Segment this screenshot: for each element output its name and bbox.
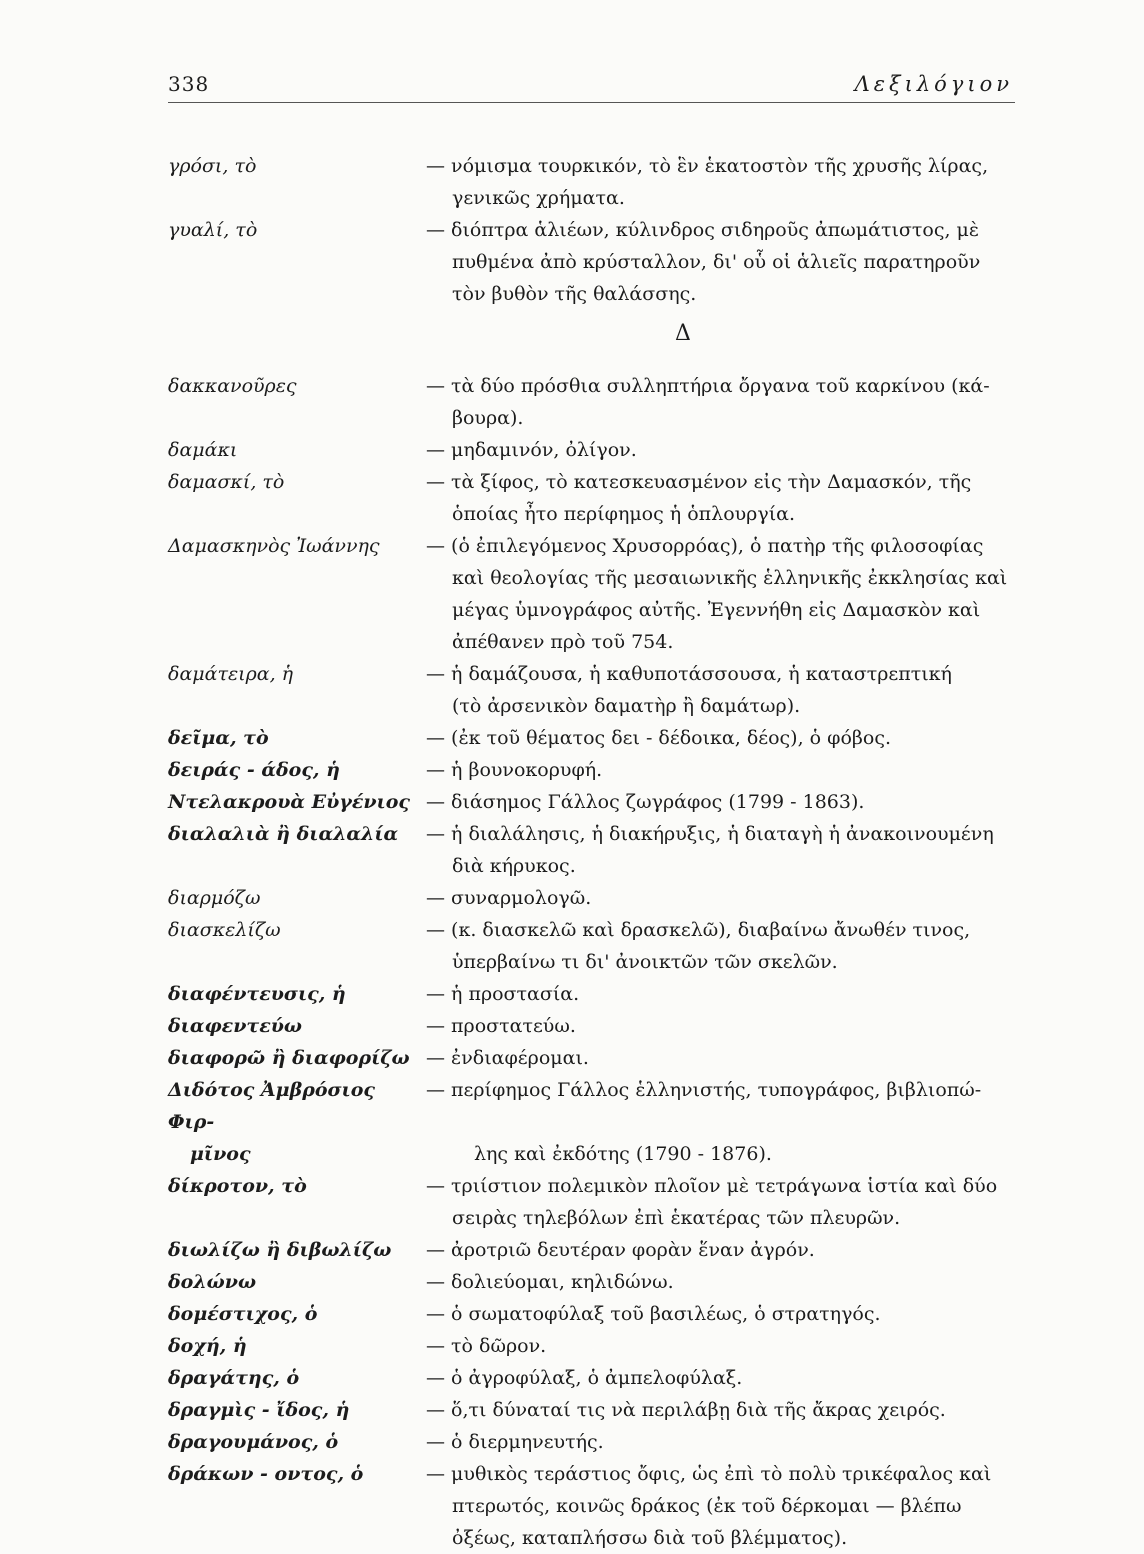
entry-definition: — ὁ διερμηνευτής. [426, 1431, 604, 1453]
entry-line [168, 690, 1018, 722]
entry-line [168, 1170, 1018, 1202]
entry-definition: — τριίστιον πολεμικὸν πλοῖον μὲ τετράγωνα ἱστία καὶ δύο [426, 1175, 998, 1197]
entry-definition: — προστατεύω. [426, 1015, 576, 1037]
entry-line [168, 1010, 1018, 1042]
entry-definition: καὶ θεολογίας τῆς μεσαιωνικῆς ἑλληνικῆς ἐκκλησίας καὶ [452, 567, 1008, 589]
entries-main [168, 370, 1018, 1554]
dictionary-entry [168, 150, 1018, 214]
entry-line [168, 1298, 1018, 1330]
dictionary-entry [168, 1170, 1018, 1234]
letter-heading: Δ [675, 321, 691, 346]
entry-term: διαφέντευσις, ἡ [168, 983, 346, 1005]
dictionary-entry [168, 1266, 1018, 1298]
entry-term-continuation: μῖνος [190, 1143, 251, 1165]
entry-term: δράκων - οντος, ὁ [168, 1463, 364, 1485]
entry-definition: τὸν βυθὸν τῆς θαλάσσης. [452, 283, 697, 305]
entry-definition: πτερωτός, κοινῶς δράκος (ἐκ τοῦ δέρκομαι — βλέπω [452, 1495, 962, 1517]
entry-line [168, 626, 1018, 658]
dictionary-entry [168, 1298, 1018, 1330]
entry-line [168, 1426, 1018, 1458]
entry-term: δοχή, ἡ [168, 1335, 247, 1357]
entry-line [168, 946, 1018, 978]
entry-term-spacer [168, 498, 426, 530]
dictionary-entry [168, 214, 1018, 310]
entry-term: Ντελακρουὰ Εὐγένιος [168, 791, 410, 813]
entry-line [168, 466, 1018, 498]
entry-definition: ὁποίας ἦτο περίφημος ἡ ὁπλουργία. [452, 503, 796, 525]
entry-term-spacer [168, 402, 426, 434]
entry-line [168, 182, 1018, 214]
entry-definition: — ἡ δαμάζουσα, ἡ καθυποτάσσουσα, ἡ καταστρεπτική [426, 663, 952, 685]
entry-line [168, 1330, 1018, 1362]
dictionary-entry [168, 1362, 1018, 1394]
dictionary-entry [168, 434, 1018, 466]
entry-definition: — διόπτρα ἁλιέων, κύλινδρος σιδηροῦς ἀπωμάτιστος, μὲ [426, 219, 980, 241]
entry-definition: — συναρμολογῶ. [426, 887, 592, 909]
entry-definition: — (κ. διασκελῶ καὶ δρασκελῶ), διαβαίνω ἄνωθέν τινος, [426, 919, 971, 941]
entry-definition: — μυθικὸς τεράστιος ὄφις, ὡς ἐπὶ τὸ πολὺ τρικέφαλος καὶ [426, 1463, 992, 1485]
entry-definition: γενικῶς χρήματα. [452, 187, 625, 209]
page-number: 338 [168, 72, 210, 96]
entry-definition: — (ἐκ τοῦ θέματος δει - δέδοικα, δέος), ὁ φόβος. [426, 727, 891, 749]
entry-term-spacer [168, 690, 426, 722]
entry-definition: — ὁ σωματοφύλαξ τοῦ βασιλέως, ὁ στρατηγός. [426, 1303, 881, 1325]
entry-term: δαμασκί, τὸ [168, 471, 285, 493]
entry-definition: — περίφημος Γάλλος ἑλληνιστής, τυπογράφος, βιβλιοπώ- [426, 1079, 982, 1101]
dictionary-entry [168, 818, 1018, 882]
dictionary-entries [168, 150, 1018, 1554]
entry-definition: — δολιεύομαι, κηλιδώνω. [426, 1271, 674, 1293]
entry-term: δραγάτης, ὁ [168, 1367, 300, 1389]
entry-term-spacer [168, 1522, 426, 1554]
dictionary-entry [168, 882, 1018, 914]
dictionary-entry [168, 466, 1018, 530]
running-head: Λεξιλόγιον [854, 72, 1013, 96]
entry-line [168, 1138, 1018, 1170]
entry-definition: — ἡ διαλάλησις, ἡ διακήρυξις, ἡ διαταγὴ ἡ ἀνακοινουμένη [426, 823, 994, 845]
entry-definition: — διάσημος Γάλλος ζωγράφος (1799 - 1863). [426, 791, 865, 813]
entry-line [168, 402, 1018, 434]
entry-definition: ἀπέθανεν πρὸ τοῦ 754. [452, 631, 674, 653]
dictionary-entry [168, 1042, 1018, 1074]
entry-line [168, 1042, 1018, 1074]
entry-definition: ὑπερβαίνω τι δι' ἀνοικτῶν τῶν σκελῶν. [452, 951, 838, 973]
entry-term-spacer [168, 1202, 426, 1234]
entry-term: δολώνω [168, 1271, 257, 1293]
dictionary-entry [168, 978, 1018, 1010]
entry-term: διαρμόζω [168, 887, 261, 909]
entry-line [168, 150, 1018, 182]
entry-term-spacer [168, 1490, 426, 1522]
entry-definition: πυθμένα ἀπὸ κρύσταλλον, δι' οὗ οἱ ἁλιεῖς παρατηροῦν [452, 251, 981, 273]
entry-line [168, 1522, 1018, 1554]
entry-definition: διὰ κήρυκος. [452, 855, 576, 877]
entry-line [168, 246, 1018, 278]
entry-line [168, 278, 1018, 310]
dictionary-entry [168, 1074, 1018, 1170]
entry-term: διαφεντεύω [168, 1015, 303, 1037]
entry-term: γρόσι, τὸ [168, 155, 257, 177]
entry-line [168, 882, 1018, 914]
entry-term-spacer [168, 246, 426, 278]
entry-line [168, 754, 1018, 786]
entry-line [168, 530, 1018, 562]
entry-line [168, 1362, 1018, 1394]
entry-line [168, 498, 1018, 530]
entry-line [168, 562, 1018, 594]
entry-line [168, 914, 1018, 946]
entry-term-spacer [168, 850, 426, 882]
entry-definition: — ἀροτριῶ δευτέραν φορὰν ἕναν ἀγρόν. [426, 1239, 815, 1261]
dictionary-entry [168, 1426, 1018, 1458]
entry-line [168, 850, 1018, 882]
entry-line [168, 1266, 1018, 1298]
entry-term-spacer [168, 946, 426, 978]
entry-term: δαμάκι [168, 439, 238, 461]
entry-term: δραγουμάνος, ὁ [168, 1431, 339, 1453]
entry-definition: — ἐνδιαφέρομαι. [426, 1047, 589, 1069]
entry-term-spacer [168, 278, 426, 310]
dictionary-entry [168, 658, 1018, 722]
entry-definition: λης καὶ ἐκδότης (1790 - 1876). [474, 1143, 772, 1165]
entry-line [168, 1490, 1018, 1522]
entry-definition: μέγας ὑμνογράφος αὐτῆς. Ἐγεννήθη εἰς Δαμασκὸν καὶ [452, 599, 981, 621]
entry-term: διωλίζω ἢ διβωλίζω [168, 1239, 392, 1261]
entry-definition: — (ὁ ἐπιλεγόμενος Χρυσορρόας), ὁ πατὴρ τῆς φιλοσοφίας [426, 535, 984, 557]
dictionary-entry [168, 530, 1018, 658]
entry-definition: σειρὰς τηλεβόλων ἐπὶ ἑκατέρας τῶν πλευρῶν. [452, 1207, 901, 1229]
entry-definition: — νόμισμα τουρκικόν, τὸ ἓν ἑκατοστὸν τῆς χρυσῆς λίρας, [426, 155, 989, 177]
entry-term: δίκροτον, τὸ [168, 1175, 307, 1197]
entry-line [168, 214, 1018, 246]
entry-term: διασκελίζω [168, 919, 281, 941]
dictionary-entry [168, 1330, 1018, 1362]
entry-definition: — ὁ ἀγροφύλαξ, ὁ ἀμπελοφύλαξ. [426, 1367, 743, 1389]
entry-term: δραγμὶς - ἴδος, ἡ [168, 1399, 350, 1421]
entry-definition: — ἡ βουνοκορυφή. [426, 759, 603, 781]
entry-definition: βουρα). [452, 407, 524, 429]
entry-line [168, 786, 1018, 818]
entry-line [168, 434, 1018, 466]
entry-term: Διδότος Ἀμβρόσιος Φιρ- [168, 1079, 375, 1133]
entry-line [168, 370, 1018, 402]
dictionary-entry [168, 370, 1018, 434]
entry-term-spacer [168, 562, 426, 594]
entry-term: δομέστιχος, ὁ [168, 1303, 318, 1325]
entry-definition: — ὅ,τι δύναταί τις νὰ περιλάβῃ διὰ τῆς ἄκρας χειρός. [426, 1399, 946, 1421]
entry-line [168, 1394, 1018, 1426]
entry-definition: — μηδαμινόν, ὀλίγον. [426, 439, 637, 461]
entry-line [168, 1234, 1018, 1266]
entry-definition: ὀξέως, καταπλήσσω διὰ τοῦ βλέμματος). [452, 1527, 848, 1549]
entry-term: διαλαλιὰ ἢ διαλαλία [168, 823, 399, 845]
dictionary-entry [168, 1010, 1018, 1042]
entry-definition: — ἡ προστασία. [426, 983, 580, 1005]
dictionary-entry [168, 754, 1018, 786]
entry-term-spacer [168, 594, 426, 626]
dictionary-entry [168, 1458, 1018, 1554]
entry-line [168, 818, 1018, 850]
entry-line [168, 658, 1018, 690]
entry-term-spacer [168, 182, 426, 214]
page-header [168, 72, 1015, 103]
dictionary-entry [168, 1234, 1018, 1266]
dictionary-entry [168, 1394, 1018, 1426]
entry-term: δακκανοῦρες [168, 375, 297, 397]
entry-definition: — τὰ ξίφος, τὸ κατεσκευασμένον εἰς τὴν Δαμασκόν, τῆς [426, 471, 972, 493]
entry-definition: — τὰ δύο πρόσθια συλληπτήρια ὄργανα τοῦ καρκίνου (κά- [426, 375, 990, 397]
dictionary-entry [168, 786, 1018, 818]
entry-term-spacer [168, 626, 426, 658]
entry-term: δεῖμα, τὸ [168, 727, 269, 749]
dictionary-entry [168, 914, 1018, 978]
entry-term: Δαμασκηνὸς Ἰωάννης [168, 535, 380, 557]
entry-term: γυαλί, τὸ [168, 219, 258, 241]
dictionary-entry [168, 722, 1018, 754]
entry-line [168, 1202, 1018, 1234]
entry-definition: (τὸ ἀρσενικὸν δαματὴρ ἢ δαμάτωρ). [452, 695, 801, 717]
entries-before-heading [168, 150, 1018, 310]
entry-term: διαφορῶ ἢ διαφορίζω [168, 1047, 410, 1069]
entry-term: δαμάτειρα, ἡ [168, 663, 294, 685]
entry-definition: — τὸ δῶρον. [426, 1335, 547, 1357]
entry-line [168, 1074, 1018, 1138]
entry-term: δειράς - άδος, ἡ [168, 759, 340, 781]
entry-line [168, 978, 1018, 1010]
entry-line [168, 722, 1018, 754]
entry-line [168, 594, 1018, 626]
entry-line [168, 1458, 1018, 1490]
